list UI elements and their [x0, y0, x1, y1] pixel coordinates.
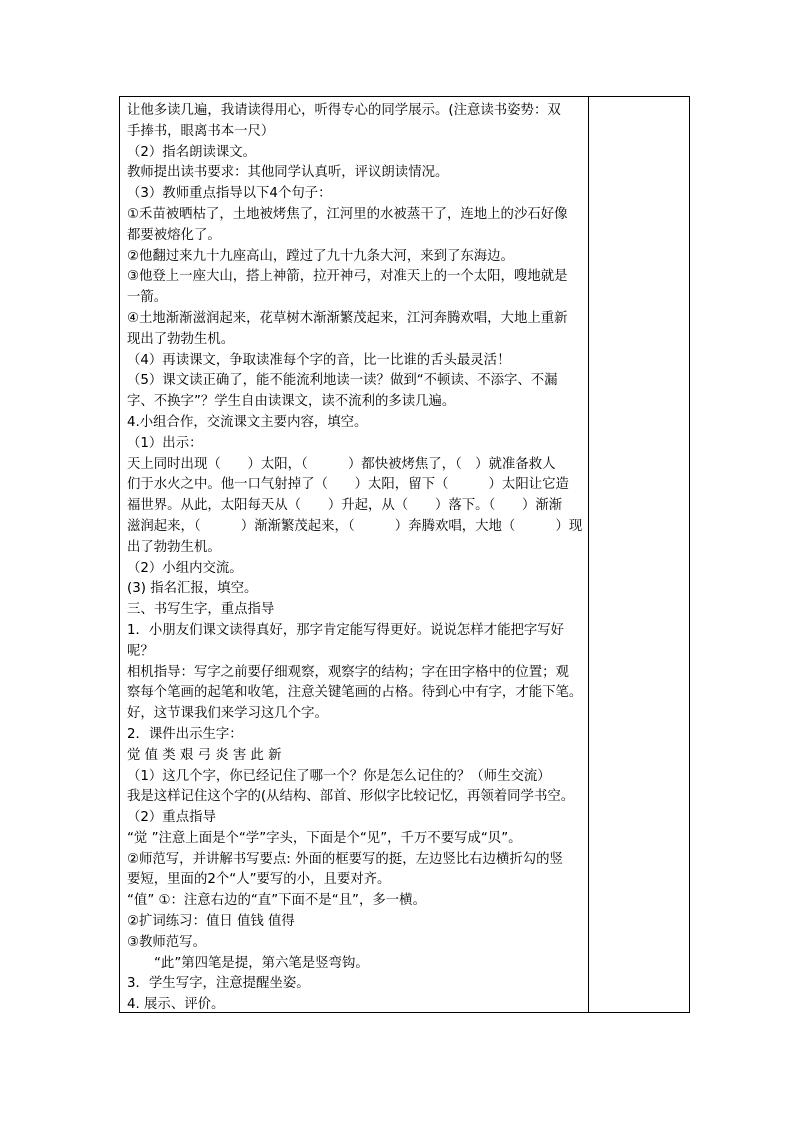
text-line: 我是这样记住这个字的(从结构、部首、形似字比较记忆，再领着同学书空。: [127, 789, 575, 805]
text-line: (3) 指名汇报，填空。: [127, 581, 258, 597]
text-line: ③教师范写。: [127, 934, 206, 950]
text-line: 手捧书，眼离书本一尺）: [127, 123, 275, 139]
text-line: 1．小朋友们课文读得真好，那字肯定能写得更好。说说怎样才能把字写好: [127, 622, 565, 638]
text-line: 察每个笔画的起笔和收笔，注意关键笔画的占格。待到心中有字，才能下笔。: [127, 685, 583, 701]
text-line: （4）再读课文，争取读准每个字的音，比一比谁的舌头最灵活！: [127, 352, 511, 368]
text-line: （1）这几个字，你已经记住了哪一个？你是怎么记住的？（师生交流）: [127, 768, 551, 784]
lesson-plan-main-cell: [119, 96, 589, 1013]
text-line: ②他翻过来九十九座高山，蹚过了九十九条大河，来到了东海边。: [127, 248, 514, 264]
text-line: 呢？: [127, 643, 154, 659]
text-line: （2）小组内交流。: [127, 560, 243, 576]
section-heading: 三、书写生字，重点指导: [127, 602, 275, 618]
text-line: ④土地渐渐滋润起来，花草树木渐渐繁茂起来，江河奔腾欢唱，大地上重新: [127, 310, 568, 326]
text-line: 一箭。: [127, 290, 168, 306]
text-line: 2．课件出示生字：: [127, 726, 243, 742]
text-line: ②师范写，并讲解书写要点: 外面的框要写的挺，左边竖比右边横折勾的竖: [127, 851, 563, 867]
text-line: ①禾苗被晒枯了，土地被烤焦了，江河里的水被蒸干了，连地上的沙石好像: [127, 206, 568, 222]
text-line: 字、不换字”？学生自由读课文，读不流利的多读几遍。: [127, 394, 456, 410]
text-line: 4. 展示、评价。: [127, 997, 225, 1013]
text-line: （2）指名朗读课文。: [127, 144, 257, 160]
text-line: “值” ①：注意右边的“直”下面不是“且”，多一横。: [127, 893, 426, 909]
text-line: 让他多读几遍，我请读得用心，听得专心的同学展示。(注意读书姿势：双: [127, 103, 561, 118]
text-line: “此”第四笔是提，第六笔是竖弯钩。: [154, 955, 369, 971]
text-line: 出了勃勃生机。: [127, 539, 221, 555]
text-line: 好，这节课我们来学习这几个字。: [127, 706, 328, 722]
text-line: （2）重点指导: [127, 810, 216, 826]
text-line: 现出了勃勃生机。: [127, 331, 235, 347]
text-line: 要短，里面的2个“人”要写的小，且要对齐。: [127, 872, 391, 888]
text-line: 4.小组合作，交流课文主要内容，填空。: [127, 414, 368, 430]
text-line: 们于水火之中。他一口气射掉了（ ）太阳，留下（ ）太阳让它造: [127, 477, 569, 493]
text-line: ②扩词练习：值日 值钱 值得: [127, 914, 295, 930]
text-line: 都要被熔化了。: [127, 227, 221, 243]
text-line: 相机指导：写字之前要仔细观察，观察字的结构；字在田字格中的位置；观: [127, 664, 569, 680]
new-characters-line: 觉 值 类 艰 弓 炎 害 此 新: [127, 747, 282, 763]
text-line: “觉 ”注意上面是个“学”字头，下面是个“见”，千万不要写成“贝”。: [127, 830, 522, 846]
text-line: （3）教师重点指导以下4个句子：: [127, 186, 332, 202]
text-line: 福世界。从此，太阳每天从（ ）升起，从（ ）落下。（ ）渐渐: [127, 498, 563, 514]
text-line: （5）课文读正确了，能不能流利地读一读？做到“不顿读、不添字、不漏: [127, 373, 558, 389]
text-line: ③他登上一座大山，搭上神箭，拉开神弓，对准天上的一个太阳，嗖地就是: [127, 269, 568, 285]
lesson-content: [127, 101, 587, 1016]
lesson-plan-notes-cell: [589, 96, 690, 1013]
text-line: （1）出示：: [127, 435, 203, 451]
text-line: 3．学生写字，注意提醒坐姿。: [127, 976, 310, 992]
text-line: 天上同时出现（ ）太阳，（ ）都快被烤焦了，（ ）就准备救人: [127, 456, 556, 472]
text-line: 滋润起来，（ ）渐渐繁茂起来，（ ）奔腾欢唱，大地（ ）现: [127, 518, 583, 534]
text-line: 教师提出读书要求：其他同学认真听，评议朗读情况。: [127, 165, 449, 181]
